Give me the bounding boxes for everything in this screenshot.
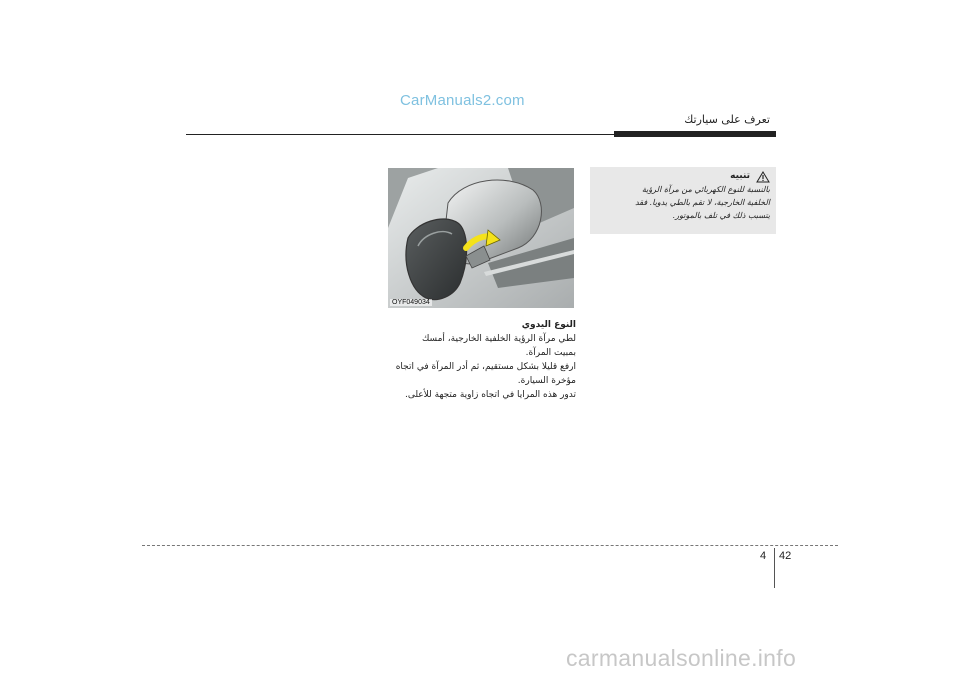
body-line: ارفع قليلا بشكل مستقيم، ثم أدر المرآة في اتجاه bbox=[395, 362, 576, 372]
caution-title: تنبيه bbox=[730, 171, 750, 181]
figure-code: OYF049034 bbox=[392, 299, 430, 306]
mirror-figure bbox=[388, 168, 574, 308]
body-line: بمبيت المرآة. bbox=[525, 348, 576, 358]
section-title: تعرف على سيارتك bbox=[684, 113, 770, 126]
page-number: 42 bbox=[779, 550, 792, 562]
body-line: لطي مرآة الرؤية الخلفية الخارجية، أمسك bbox=[421, 334, 576, 344]
chapter-number: 4 bbox=[760, 550, 767, 562]
header-rule-accent bbox=[614, 131, 776, 137]
caution-line: بالنسبة للنوع الكهربائي من مرآة الرؤية bbox=[641, 185, 770, 194]
mirror-illustration bbox=[388, 168, 574, 308]
caution-header bbox=[596, 170, 770, 183]
body-line: تدور هذه المرايا في اتجاه زاوية متجهة للأعلى. bbox=[404, 390, 576, 400]
body-line: مؤخرة السيارة. bbox=[517, 376, 576, 386]
body-heading: النوع اليدوي bbox=[521, 320, 576, 330]
warning-triangle-icon bbox=[756, 171, 770, 183]
watermark-top: CarManuals2.com bbox=[400, 92, 525, 109]
watermark-bottom: carmanualsonline.info bbox=[566, 645, 797, 671]
caution-box bbox=[590, 167, 776, 234]
body-text bbox=[388, 318, 576, 402]
footer-rule bbox=[142, 545, 838, 546]
caution-line: يتسبب ذلك في تلف بالموتور. bbox=[672, 211, 770, 220]
caution-line: الخلفية الخارجية، لا تقم بالطي يدويا. فقد bbox=[635, 198, 770, 207]
page-separator bbox=[774, 548, 775, 588]
header-rule bbox=[186, 134, 614, 135]
